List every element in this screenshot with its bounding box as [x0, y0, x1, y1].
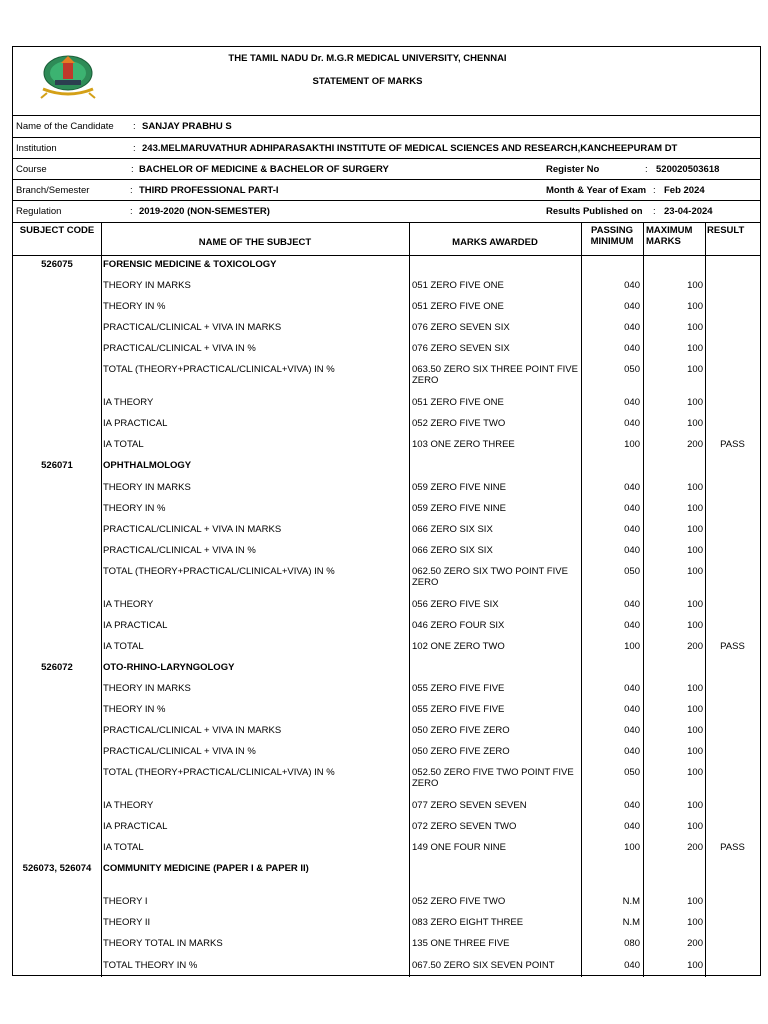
component-name: THEORY TOTAL IN MARKS: [103, 938, 223, 949]
passing-minimum: 080: [624, 938, 640, 949]
component-name: IA TOTAL: [103, 842, 144, 853]
passing-minimum: 100: [624, 842, 640, 853]
marks-awarded: 050 ZERO FIVE ZERO: [412, 725, 510, 736]
maximum-marks: 100: [687, 343, 703, 354]
maximum-marks: 100: [687, 746, 703, 757]
passing-minimum: 040: [624, 418, 640, 429]
marks-awarded: 059 ZERO FIVE NINE: [412, 503, 506, 514]
marks-awarded: 052.50 ZERO FIVE TWO POINT FIVE ZERO: [412, 767, 574, 789]
maximum-marks: 100: [687, 683, 703, 694]
component-name: THEORY IN MARKS: [103, 482, 191, 493]
colon: :: [133, 121, 136, 132]
passing-minimum: 040: [624, 821, 640, 832]
header-maximum-marks: MAXIMUM MARKS: [646, 225, 693, 247]
colon: :: [645, 164, 648, 175]
component-name: PRACTICAL/CLINICAL + VIVA IN MARKS: [103, 524, 282, 535]
component-name: TOTAL (THEORY+PRACTICAL/CLINICAL+VIVA) IN %: [103, 364, 335, 375]
maximum-marks: 100: [687, 418, 703, 429]
marks-awarded: 050 ZERO FIVE ZERO: [412, 746, 510, 757]
subject-code: 526071: [41, 460, 73, 471]
branch-value: THIRD PROFESSIONAL PART-I: [139, 185, 279, 196]
maximum-marks: 100: [687, 566, 703, 577]
colon: :: [653, 206, 656, 217]
marks-awarded: 055 ZERO FIVE FIVE: [412, 704, 505, 715]
published-label: Results Published on: [546, 206, 643, 217]
divider: [13, 200, 760, 201]
marks-awarded: 102 ONE ZERO TWO: [412, 641, 505, 652]
maximum-marks: 100: [687, 620, 703, 631]
header-subject-name: NAME OF THE SUBJECT: [198, 237, 312, 248]
passing-minimum: N.M: [622, 896, 640, 907]
marks-awarded: 052 ZERO FIVE TWO: [412, 418, 506, 429]
component-name: TOTAL THEORY IN %: [103, 960, 198, 971]
column-divider: [705, 223, 706, 977]
colon: :: [131, 164, 134, 175]
maximum-marks: 100: [687, 524, 703, 535]
maximum-marks: 100: [687, 503, 703, 514]
marks-awarded: 059 ZERO FIVE NINE: [412, 482, 506, 493]
passing-minimum: 100: [624, 641, 640, 652]
maximum-marks: 100: [687, 280, 703, 291]
passing-minimum: 040: [624, 322, 640, 333]
maximum-marks: 100: [687, 545, 703, 556]
passing-minimum: 040: [624, 800, 640, 811]
subject-code: 526075: [41, 259, 73, 270]
course-label: Course: [16, 164, 47, 175]
component-name: THEORY IN %: [103, 301, 166, 312]
passing-minimum: 040: [624, 683, 640, 694]
colon: :: [133, 143, 136, 154]
component-name: THEORY IN %: [103, 503, 166, 514]
passing-minimum: 040: [624, 397, 640, 408]
component-name: PRACTICAL/CLINICAL + VIVA IN %: [103, 746, 256, 757]
marks-awarded: 103 ONE ZERO THREE: [412, 439, 515, 450]
marks-awarded: 077 ZERO SEVEN SEVEN: [412, 800, 527, 811]
candidate-name-label: Name of the Candidate: [16, 121, 114, 132]
passing-minimum: 040: [624, 960, 640, 971]
passing-minimum: 040: [624, 620, 640, 631]
maximum-marks: 100: [687, 482, 703, 493]
divider: [13, 179, 760, 180]
marks-awarded: 051 ZERO FIVE ONE: [412, 397, 504, 408]
maximum-marks: 200: [687, 439, 703, 450]
component-name: IA TOTAL: [103, 439, 144, 450]
colon: :: [653, 185, 656, 196]
component-name: THEORY IN MARKS: [103, 280, 191, 291]
marks-awarded: 066 ZERO SIX SIX: [412, 524, 493, 535]
passing-minimum: 040: [624, 503, 640, 514]
maximum-marks: 100: [687, 896, 703, 907]
passing-minimum: 040: [624, 524, 640, 535]
divider: [13, 115, 760, 116]
passing-minimum: 040: [624, 725, 640, 736]
marks-awarded: 067.50 ZERO SIX SEVEN POINT: [412, 960, 555, 971]
colon: :: [130, 206, 133, 217]
maximum-marks: 100: [687, 917, 703, 928]
branch-label: Branch/Semester: [16, 185, 90, 196]
maximum-marks: 200: [687, 842, 703, 853]
component-name: IA THEORY: [103, 599, 154, 610]
component-name: IA PRACTICAL: [103, 418, 168, 429]
divider: [13, 137, 760, 138]
component-name: TOTAL (THEORY+PRACTICAL/CLINICAL+VIVA) IN %: [103, 566, 335, 577]
component-name: IA THEORY: [103, 397, 154, 408]
marks-awarded: 149 ONE FOUR NINE: [412, 842, 506, 853]
passing-minimum: 040: [624, 343, 640, 354]
marks-awarded: 056 ZERO FIVE SIX: [412, 599, 499, 610]
divider: [13, 255, 760, 256]
passing-minimum: 050: [624, 566, 640, 577]
colon: :: [130, 185, 133, 196]
passing-minimum: 040: [624, 280, 640, 291]
passing-minimum: 040: [624, 545, 640, 556]
register-no-value: 520020503618: [656, 164, 720, 175]
subject-name: OTO-RHINO-LARYNGOLOGY: [103, 662, 235, 673]
institution-value: 243.MELMARUVATHUR ADHIPARASAKTHI INSTITUTE OF MEDICAL SCIENCES AND RESEARCH,KANCHEEPURAM DT: [142, 143, 678, 154]
header-passing-minimum: PASSING MINIMUM: [590, 225, 634, 247]
passing-minimum: 040: [624, 301, 640, 312]
maximum-marks: 200: [687, 641, 703, 652]
component-name: PRACTICAL/CLINICAL + VIVA IN %: [103, 343, 256, 354]
maximum-marks: 200: [687, 938, 703, 949]
subject-name: COMMUNITY MEDICINE (PAPER I & PAPER II): [103, 863, 309, 874]
column-divider: [409, 223, 410, 977]
course-value: BACHELOR OF MEDICINE & BACHELOR OF SURGERY: [139, 164, 389, 175]
exam-month-label: Month & Year of Exam: [546, 185, 647, 196]
header-marks-awarded: MARKS AWARDED: [452, 237, 538, 248]
passing-minimum: N.M: [622, 917, 640, 928]
component-name: THEORY I: [103, 896, 148, 907]
passing-minimum: 100: [624, 439, 640, 450]
component-name: IA THEORY: [103, 800, 154, 811]
regulation-value: 2019-2020 (NON-SEMESTER): [139, 206, 270, 217]
divider: [13, 158, 760, 159]
maximum-marks: 100: [687, 960, 703, 971]
subject-code: 526073, 526074: [22, 863, 92, 874]
marks-statement-sheet: [12, 46, 761, 976]
column-divider: [101, 223, 102, 977]
maximum-marks: 100: [687, 725, 703, 736]
component-name: THEORY IN MARKS: [103, 683, 191, 694]
passing-minimum: 040: [624, 599, 640, 610]
marks-awarded: 046 ZERO FOUR SIX: [412, 620, 505, 631]
marks-awarded: 052 ZERO FIVE TWO: [412, 896, 506, 907]
maximum-marks: 100: [687, 821, 703, 832]
component-name: IA PRACTICAL: [103, 821, 168, 832]
maximum-marks: 100: [687, 301, 703, 312]
header-result: RESULT: [707, 225, 745, 236]
result-status: PASS: [720, 641, 745, 652]
maximum-marks: 100: [687, 397, 703, 408]
marks-awarded: 076 ZERO SEVEN SIX: [412, 322, 510, 333]
component-name: IA PRACTICAL: [103, 620, 168, 631]
header-subject-code: SUBJECT CODE: [19, 225, 95, 236]
passing-minimum: 040: [624, 746, 640, 757]
component-name: TOTAL (THEORY+PRACTICAL/CLINICAL+VIVA) IN %: [103, 767, 335, 778]
maximum-marks: 100: [687, 364, 703, 375]
component-name: PRACTICAL/CLINICAL + VIVA IN %: [103, 545, 256, 556]
marks-awarded: 072 ZERO SEVEN TWO: [412, 821, 517, 832]
component-name: IA TOTAL: [103, 641, 144, 652]
marks-awarded: 051 ZERO FIVE ONE: [412, 301, 504, 312]
exam-month-value: Feb 2024: [664, 185, 705, 196]
divider: [13, 222, 760, 223]
component-name: PRACTICAL/CLINICAL + VIVA IN MARKS: [103, 322, 282, 333]
maximum-marks: 100: [687, 800, 703, 811]
maximum-marks: 100: [687, 322, 703, 333]
maximum-marks: 100: [687, 704, 703, 715]
statement-title: STATEMENT OF MARKS: [312, 76, 423, 87]
maximum-marks: 100: [687, 767, 703, 778]
marks-awarded: 066 ZERO SIX SIX: [412, 545, 493, 556]
passing-minimum: 050: [624, 767, 640, 778]
institution-label: Institution: [16, 143, 57, 154]
result-status: PASS: [720, 842, 745, 853]
subject-name: FORENSIC MEDICINE & TOXICOLOGY: [103, 259, 277, 270]
register-no-label: Register No: [546, 164, 600, 175]
marks-awarded: 083 ZERO EIGHT THREE: [412, 917, 524, 928]
regulation-label: Regulation: [16, 206, 62, 217]
marks-awarded: 051 ZERO FIVE ONE: [412, 280, 504, 291]
passing-minimum: 050: [624, 364, 640, 375]
component-name: THEORY II: [103, 917, 151, 928]
marks-awarded: 055 ZERO FIVE FIVE: [412, 683, 505, 694]
marks-awarded: 062.50 ZERO SIX TWO POINT FIVE ZERO: [412, 566, 568, 588]
subject-name: OPHTHALMOLOGY: [103, 460, 192, 471]
marks-awarded: 135 ONE THREE FIVE: [412, 938, 510, 949]
marks-awarded: 063.50 ZERO SIX THREE POINT FIVE ZERO: [412, 364, 578, 386]
result-status: PASS: [720, 439, 745, 450]
university-name: THE TAMIL NADU Dr. M.G.R MEDICAL UNIVERSITY, CHENNAI: [228, 53, 507, 64]
passing-minimum: 040: [624, 482, 640, 493]
component-name: PRACTICAL/CLINICAL + VIVA IN MARKS: [103, 725, 282, 736]
published-value: 23-04-2024: [664, 206, 713, 217]
component-name: THEORY IN %: [103, 704, 166, 715]
maximum-marks: 100: [687, 599, 703, 610]
candidate-name-value: SANJAY PRABHU S: [142, 121, 232, 132]
subject-code: 526072: [41, 662, 73, 673]
passing-minimum: 040: [624, 704, 640, 715]
marks-awarded: 076 ZERO SEVEN SIX: [412, 343, 510, 354]
